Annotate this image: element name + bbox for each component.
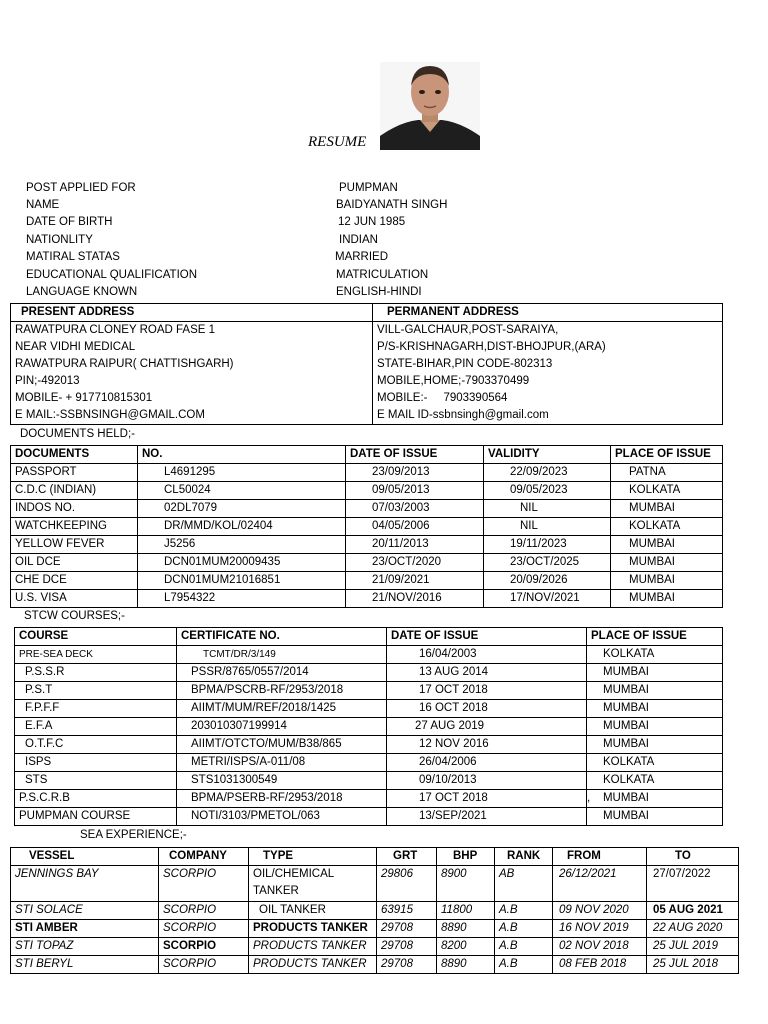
table-row	[11, 866, 739, 902]
table-cell: 12 NOV 2016	[387, 736, 587, 754]
info-value: INDIAN	[339, 234, 378, 246]
table-cell: METRI/ISPS/A-011/08	[177, 754, 387, 772]
table-cell: JENNINGS BAY	[11, 866, 159, 902]
table-cell: 26/12/2021	[553, 866, 647, 902]
table-row	[15, 718, 723, 736]
column-header: DATE OF ISSUE	[387, 628, 587, 646]
table-cell: YELLOW FEVER	[11, 536, 138, 554]
table-cell: J5256	[138, 536, 346, 554]
table-row	[15, 700, 723, 718]
info-row	[26, 286, 466, 303]
column-header: FROM	[553, 848, 647, 866]
table-cell: 13 AUG 2014	[387, 664, 587, 682]
info-value: MARRIED	[335, 251, 389, 263]
sea-experience-title: SEA EXPERIENCE;-	[80, 829, 187, 841]
table-cell: DR/MMD/KOL/02404	[138, 518, 346, 536]
table-cell: P.S.S.R	[15, 664, 177, 682]
column-header: COMPANY	[159, 848, 249, 866]
table-row	[15, 790, 723, 808]
table-cell: KOLKATA	[587, 646, 723, 664]
table-cell: A.B	[495, 938, 553, 956]
table-cell: WATCHKEEPING	[11, 518, 138, 536]
info-value: PUMPMAN	[339, 182, 398, 194]
table-cell: L4691295	[138, 464, 346, 482]
table-row	[15, 772, 723, 790]
table-cell: MUMBAI	[611, 572, 723, 590]
info-row	[26, 199, 466, 216]
table-row	[11, 938, 739, 956]
table-cell: SCORPIO	[159, 920, 249, 938]
column-header: PLACE OF ISSUE	[587, 628, 723, 646]
table-cell: PRODUCTS TANKER	[249, 938, 377, 956]
table-cell: KOLKATA	[611, 518, 723, 536]
table-cell: SCORPIO	[159, 956, 249, 974]
table-cell: 23/OCT/2020	[346, 554, 484, 572]
table-row	[11, 902, 739, 920]
info-label: POST APPLIED FOR	[26, 182, 136, 194]
info-row	[26, 182, 466, 199]
table-cell: A.B	[495, 902, 553, 920]
table-cell: 08 FEB 2018	[553, 956, 647, 974]
info-value: 12 JUN 1985	[338, 216, 406, 228]
table-cell: PRODUCTS TANKER	[249, 920, 377, 938]
table-row	[15, 754, 723, 772]
stcw-title: STCW COURSES;-	[24, 610, 125, 622]
table-cell: 17 OCT 2018	[387, 682, 587, 700]
table-cell: 21/NOV/2016	[346, 590, 484, 608]
info-row	[26, 234, 466, 251]
table-cell: 27 AUG 2019	[387, 718, 587, 736]
table-cell: MUMBAI	[611, 590, 723, 608]
info-label: NAME	[26, 199, 60, 211]
table-cell: CHE DCE	[11, 572, 138, 590]
sea-header-row	[11, 848, 739, 866]
table-cell: DCN01MUM21016851	[138, 572, 346, 590]
table-cell: MUMBAI	[587, 664, 723, 682]
table-cell: 29806	[377, 866, 437, 902]
info-label: LANGUAGE KNOWN	[26, 286, 138, 298]
stcw-header-row	[15, 628, 723, 646]
table-cell: SCORPIO	[159, 866, 249, 902]
resume-title: RESUME	[308, 134, 367, 150]
table-cell: 8890	[437, 956, 495, 974]
address-header-row	[11, 304, 723, 322]
table-cell: 04/05/2006	[346, 518, 484, 536]
table-cell: 09/05/2023	[484, 482, 611, 500]
table-row	[15, 736, 723, 754]
documents-title: DOCUMENTS HELD;-	[20, 428, 136, 440]
table-cell: OIL TANKER	[249, 902, 377, 920]
table-cell: STI TOPAZ	[11, 938, 159, 956]
permanent-address-line: STATE-BIHAR,PIN CODE-802313	[373, 356, 723, 373]
present-address-line: MOBILE- + 917710815301	[11, 390, 373, 407]
column-header: VESSEL	[11, 848, 159, 866]
table-cell: 13/SEP/2021	[387, 808, 587, 826]
table-cell: MUMBAI	[587, 682, 723, 700]
table-cell: STI BERYL	[11, 956, 159, 974]
table-cell: 27/07/2022	[647, 866, 739, 902]
table-cell: P.S.T	[15, 682, 177, 700]
table-cell: A.B	[495, 956, 553, 974]
table-cell: MUMBAI	[587, 736, 723, 754]
table-row	[15, 646, 723, 664]
table-row	[11, 554, 723, 572]
info-label: MATIRAL STATAS	[26, 251, 120, 263]
address-row	[11, 356, 723, 373]
table-cell: KOLKATA	[611, 482, 723, 500]
table-cell: A.B	[495, 920, 553, 938]
table-cell: 16 OCT 2018	[387, 700, 587, 718]
table-cell: TCMT/DR/3/149	[177, 646, 387, 664]
column-header: PLACE OF ISSUE	[611, 446, 723, 464]
table-row	[15, 682, 723, 700]
present-address-title: PRESENT ADDRESS	[11, 304, 373, 322]
table-cell: AIIMT/MUM/REF/2018/1425	[177, 700, 387, 718]
table-cell: E.F.A	[15, 718, 177, 736]
table-cell: 02DL7079	[138, 500, 346, 518]
info-row	[26, 269, 466, 286]
table-cell: 26/04/2006	[387, 754, 587, 772]
table-row	[11, 482, 723, 500]
column-header: COURSE	[15, 628, 177, 646]
table-cell: STS1031300549	[177, 772, 387, 790]
table-cell: MUMBAI	[587, 808, 723, 826]
table-row	[11, 956, 739, 974]
table-cell: BPMA/PSCRB-RF/2953/2018	[177, 682, 387, 700]
column-header: BHP	[437, 848, 495, 866]
info-row	[26, 216, 466, 233]
present-address-line: RAWATPURA RAIPUR( CHATTISHGARH)	[11, 356, 373, 373]
table-cell: 22/09/2023	[484, 464, 611, 482]
column-header: GRT	[377, 848, 437, 866]
table-cell: 29708	[377, 938, 437, 956]
table-cell: BPMA/PSERB-RF/2953/2018	[177, 790, 387, 808]
table-cell: 09/05/2013	[346, 482, 484, 500]
table-cell: MUMBAI	[611, 500, 723, 518]
table-cell: NOTI/3103/PMETOL/063	[177, 808, 387, 826]
table-cell: PRODUCTS TANKER	[249, 956, 377, 974]
table-cell: DCN01MUM20009435	[138, 554, 346, 572]
present-address-line: NEAR VIDHI MEDICAL	[11, 339, 373, 356]
address-table	[10, 303, 723, 425]
table-cell: MUMBAI	[587, 718, 723, 736]
table-cell: 16/04/2003	[387, 646, 587, 664]
table-cell: 11800	[437, 902, 495, 920]
table-cell: CL50024	[138, 482, 346, 500]
column-header: CERTIFICATE NO.	[177, 628, 387, 646]
column-header: TYPE	[249, 848, 377, 866]
info-value: ENGLISH-HINDI	[336, 286, 422, 298]
table-cell: NIL	[484, 500, 611, 518]
table-row	[11, 920, 739, 938]
table-cell: 8200	[437, 938, 495, 956]
table-row	[11, 500, 723, 518]
table-cell: 05 AUG 2021	[647, 902, 739, 920]
column-header: TO	[647, 848, 739, 866]
table-cell: 02 NOV 2018	[553, 938, 647, 956]
permanent-address-line: P/S-KRISHNAGARH,DIST-BHOJPUR,(ARA)	[373, 339, 723, 356]
documents-table	[10, 445, 723, 608]
address-row	[11, 390, 723, 407]
permanent-address-line: E MAIL ID-ssbnsingh@gmail.com	[373, 407, 723, 425]
person-photo-icon	[380, 62, 480, 150]
table-cell: AIIMT/OTCTO/MUM/B38/865	[177, 736, 387, 754]
table-cell: PUMPMAN COURSE	[15, 808, 177, 826]
table-cell: 09 NOV 2020	[553, 902, 647, 920]
column-header: RANK	[495, 848, 553, 866]
column-header: DOCUMENTS	[11, 446, 138, 464]
table-cell: AB	[495, 866, 553, 902]
table-cell: MUMBAI	[611, 554, 723, 572]
table-cell: 25 JUL 2018	[647, 956, 739, 974]
table-cell: 63915	[377, 902, 437, 920]
table-cell: C.D.C (INDIAN)	[11, 482, 138, 500]
table-cell: 19/11/2023	[484, 536, 611, 554]
table-row	[11, 518, 723, 536]
profile-photo	[380, 62, 480, 150]
table-cell: P.S.C.R.B	[15, 790, 177, 808]
table-row	[11, 464, 723, 482]
permanent-address-line: VILL-GALCHAUR,POST-SARAIYA,	[373, 322, 723, 340]
table-cell: 22 AUG 2020	[647, 920, 739, 938]
documents-header-row	[11, 446, 723, 464]
table-cell: SCORPIO	[159, 902, 249, 920]
table-cell: , MUMBAI	[587, 790, 723, 808]
address-row	[11, 322, 723, 340]
permanent-address-title: PERMANENT ADDRESS	[373, 304, 723, 322]
table-cell: MUMBAI	[611, 536, 723, 554]
sea-experience-table	[10, 847, 739, 974]
table-cell: 23/OCT/2025	[484, 554, 611, 572]
table-cell: NIL	[484, 518, 611, 536]
table-cell: STS	[15, 772, 177, 790]
column-header: NO.	[138, 446, 346, 464]
table-cell: 16 NOV 2019	[553, 920, 647, 938]
table-cell: 20/09/2026	[484, 572, 611, 590]
table-cell: PRE-SEA DECK	[15, 646, 177, 664]
table-cell: 8900	[437, 866, 495, 902]
table-cell: KOLKATA	[587, 772, 723, 790]
table-cell: KOLKATA	[587, 754, 723, 772]
table-cell: 29708	[377, 920, 437, 938]
permanent-address-line: MOBILE,HOME;-7903370499	[373, 373, 723, 390]
table-cell: INDOS NO.	[11, 500, 138, 518]
info-label: NATIONLITY	[26, 234, 93, 246]
info-value: BAIDYANATH SINGH	[336, 199, 448, 211]
table-cell: U.S. VISA	[11, 590, 138, 608]
table-cell: MUMBAI	[587, 700, 723, 718]
info-value: MATRICULATION	[336, 269, 429, 281]
table-row	[11, 590, 723, 608]
present-address-line: RAWATPURA CLONEY ROAD FASE 1	[11, 322, 373, 340]
table-row	[15, 664, 723, 682]
table-cell: L7954322	[138, 590, 346, 608]
address-row	[11, 373, 723, 390]
table-cell: PASSPORT	[11, 464, 138, 482]
table-cell: STI SOLACE	[11, 902, 159, 920]
table-row	[11, 536, 723, 554]
table-cell: 8890	[437, 920, 495, 938]
table-cell: 20/11/2013	[346, 536, 484, 554]
present-address-line: PIN;-492013	[11, 373, 373, 390]
info-row	[26, 251, 466, 268]
column-header: DATE OF ISSUE	[346, 446, 484, 464]
info-label: EDUCATIONAL QUALIFICATION	[26, 269, 198, 281]
table-cell: F.P.F.F	[15, 700, 177, 718]
table-cell: 09/10/2013	[387, 772, 587, 790]
table-cell: PATNA	[611, 464, 723, 482]
table-cell: 17/NOV/2021	[484, 590, 611, 608]
address-row	[11, 407, 723, 425]
table-row	[15, 808, 723, 826]
table-cell: 29708	[377, 956, 437, 974]
info-label: DATE OF BIRTH	[26, 216, 113, 228]
column-header: VALIDITY	[484, 446, 611, 464]
table-cell: OIL DCE	[11, 554, 138, 572]
table-cell: 203010307199914	[177, 718, 387, 736]
table-cell: OIL/CHEMICAL TANKER	[249, 866, 377, 902]
table-cell: 25 JUL 2019	[647, 938, 739, 956]
table-cell: O.T.F.C	[15, 736, 177, 754]
present-address-line: E MAIL:-SSBNSINGH@GMAIL.COM	[11, 407, 373, 425]
address-row	[11, 339, 723, 356]
table-cell: SCORPIO	[159, 938, 249, 956]
table-row	[11, 572, 723, 590]
table-cell: STI AMBER	[11, 920, 159, 938]
table-cell: 23/09/2013	[346, 464, 484, 482]
table-cell: 17 OCT 2018	[387, 790, 587, 808]
table-cell: ISPS	[15, 754, 177, 772]
table-cell: PSSR/8765/0557/2014	[177, 664, 387, 682]
table-cell: 07/03/2003	[346, 500, 484, 518]
stcw-table	[14, 627, 723, 826]
table-cell: 21/09/2021	[346, 572, 484, 590]
permanent-address-line: MOBILE:- 7903390564	[373, 390, 723, 407]
